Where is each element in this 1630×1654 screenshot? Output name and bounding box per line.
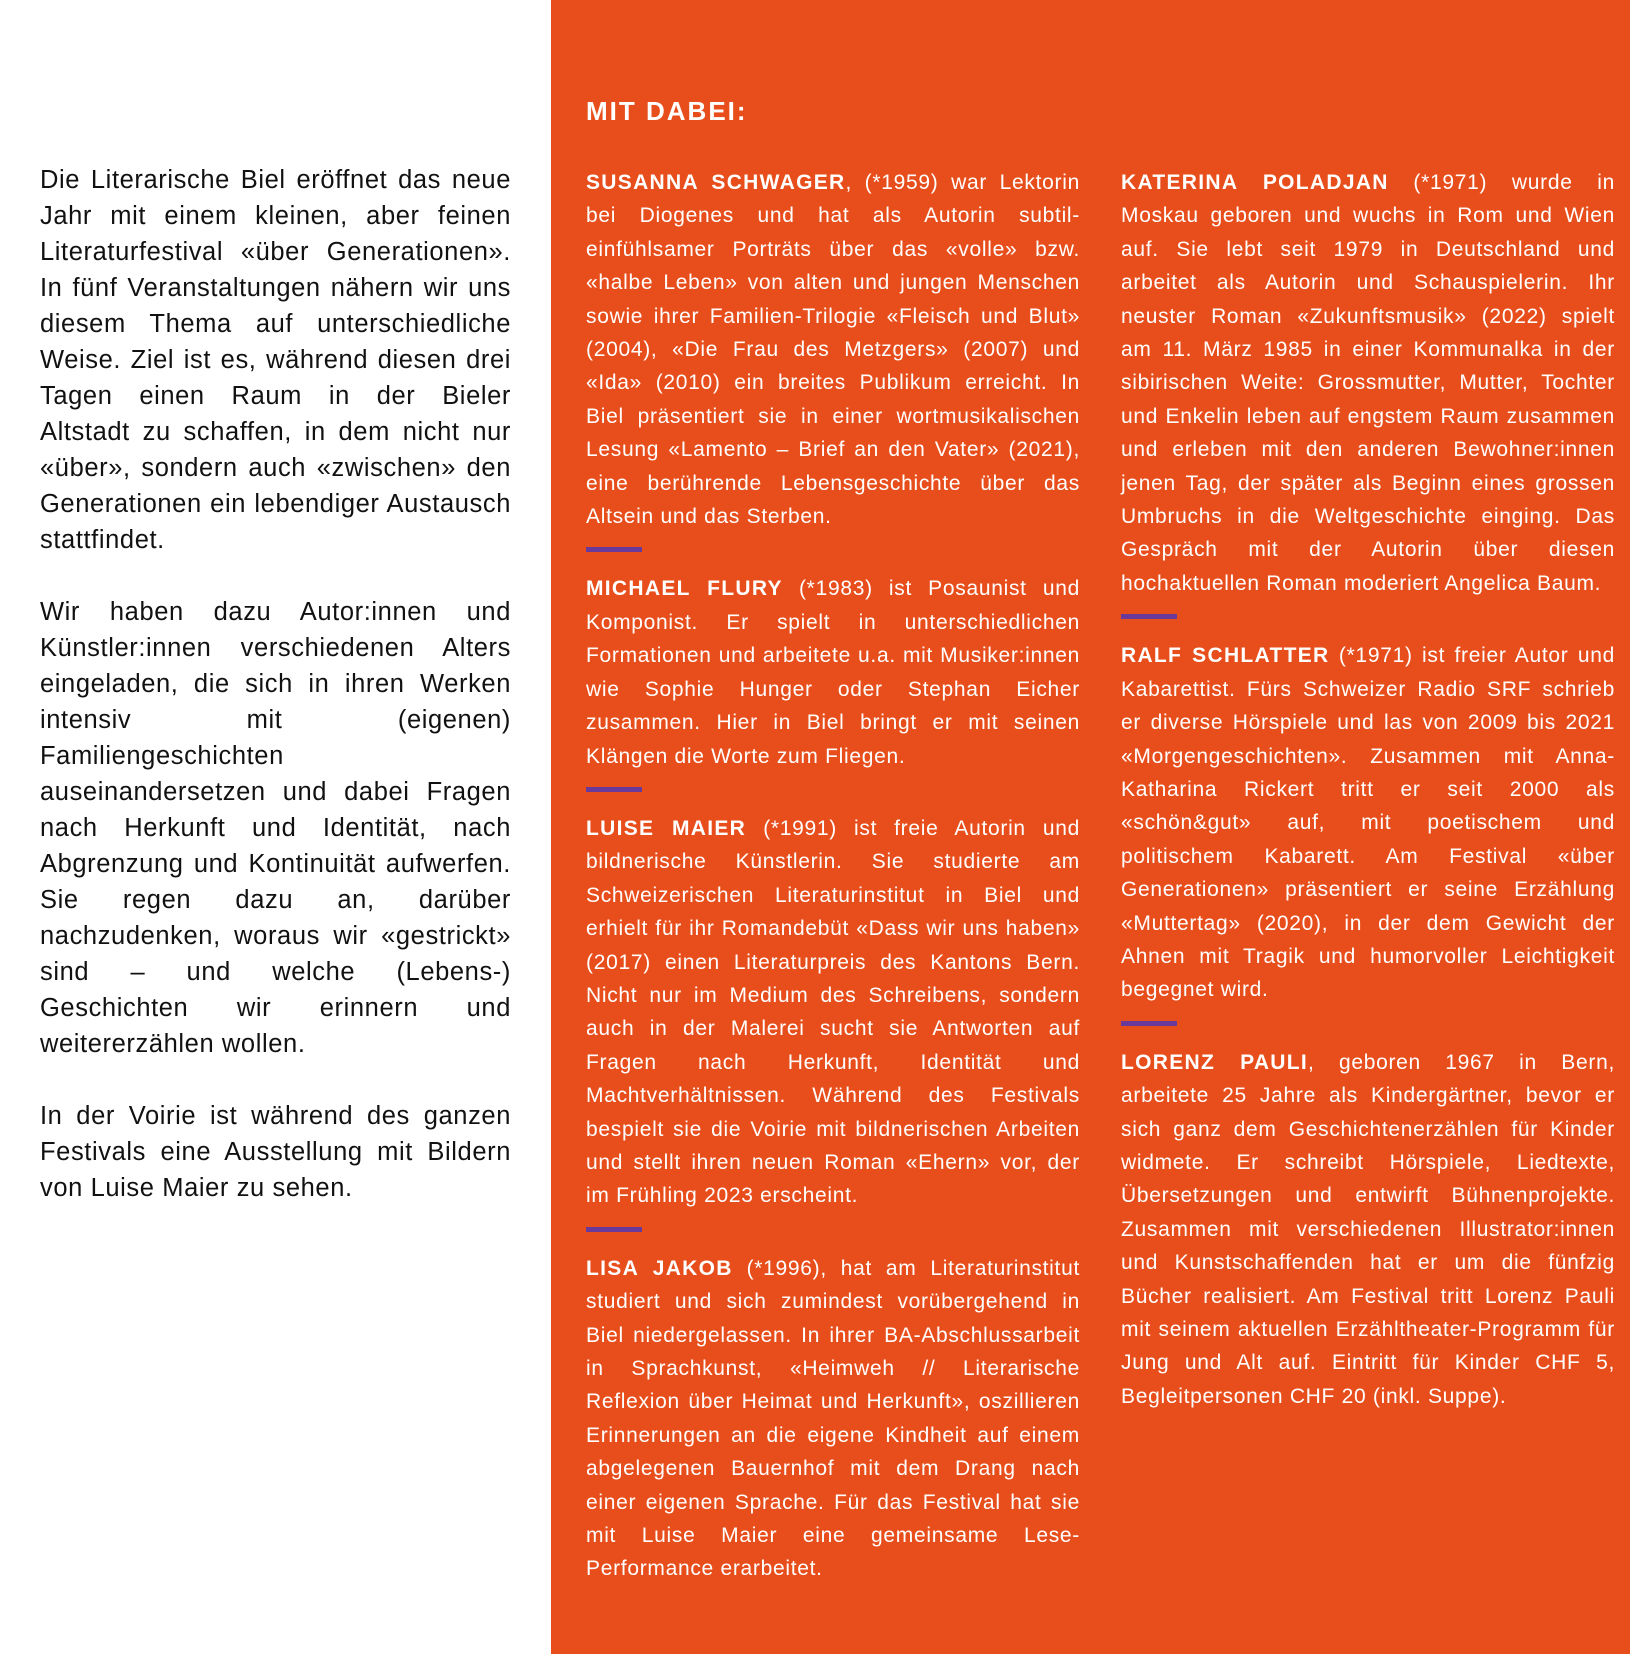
bio-michael-flury	[586, 572, 1080, 772]
bio-divider	[586, 787, 642, 792]
bio-column-left	[586, 166, 1080, 1586]
bio-name: LISA JAKOB	[586, 1256, 733, 1280]
intro-paragraph: In der Voirie ist während des ganzen Festivals eine Ausstellung mit Bildern von Luise Maier zu sehen.	[40, 1102, 511, 1202]
participants-panel	[551, 0, 1630, 1654]
bio-name: SUSANNA SCHWAGER	[586, 171, 846, 194]
bio-name: RALF SCHLATTER	[1121, 644, 1330, 668]
bio-divider	[1121, 614, 1177, 619]
bio-text: , (*1959) war Lektorin bei Diogenes und hat als Autorin subtil-einfühlsamer Porträts über das «volle» bzw. «halbe Leben» von alten und jungen Menschen sowie ihrer Familien-Trilogie «Fleisch und Blut» (2004), «Die Frau des Metzgers» (2007) und «Ida» (2010) ein breites Publikum erreicht. In Biel präsentiert sie in einer wortmusikalischen Lesung «Lamento – Brief an den Vater» (2021), eine berührende Lebensgeschichte über das Altsein und das Sterben.	[586, 171, 1080, 529]
intro-paragraph: Die Literarische Biel eröffnet das neue Jahr mit einem kleinen, aber feinen Literaturfestival «über Generationen». In fünf Veranstaltungen nähern wir uns diesem Thema auf unterschiedliche Weise. Ziel ist es, während diesen drei Tagen einen Raum in der Bieler Altstadt zu schaffen, in dem nicht nur «über», sondern auch «zwischen» den Generationen ein lebendiger Austausch stattfindet.	[40, 166, 511, 554]
bio-susanna-schwager	[586, 166, 1080, 533]
bio-katerina-poladjan	[1121, 166, 1615, 600]
bio-lorenz-pauli	[1121, 1046, 1615, 1413]
bio-divider	[586, 1227, 642, 1232]
bio-name: KATERINA POLADJAN	[1121, 171, 1389, 194]
bio-text: (*1996), hat am Literaturinstitut studiert und sich zumindest vorübergehend in Biel niedergelassen. In ihrer BA-Abschlussarbeit in Sprachkunst, «Heimweh // Literarische Reflexion über Heimat und Herkunft», oszillieren Erinnerungen an die eigene Kindheit auf einem abgelegenen Bauernhof mit dem Drang nach einer eigenen Sprache. Für das Festival hat sie mit Luise Maier eine gemeinsame Lese-Performance erarbeitet.	[586, 1256, 1080, 1581]
bio-ralf-schlatter	[1121, 639, 1615, 1006]
bio-name: MICHAEL FLURY	[586, 577, 783, 601]
bio-column-right	[1121, 166, 1615, 1413]
bio-name: LUISE MAIER	[586, 816, 747, 840]
intro-panel	[0, 0, 551, 1654]
bio-text: (*1991) ist freie Autorin und bildnerische Künstlerin. Sie studierte am Schweizerischen Literaturinstitut in Biel und erhielt für ihr Romandebüt «Dass wir uns haben» (2017) einen Literaturpreis des Kantons Bern. Nicht nur im Medium des Schreibens, sondern auch in der Malerei sucht sie Antworten auf Fragen nach Herkunft, Identität und Machtverhältnissen. Während des Festivals bespielt sie die Voirie mit bildnerischen Arbeiten und stellt ihren neuen Roman «Ehern» vor, der im Frühling 2023 erscheint.	[586, 816, 1080, 1208]
bio-text: (*1971) ist freier Autor und Kabarettist. Fürs Schweizer Radio SRF schrieb er diverse Hörspiele und las von 2009 bis 2021 «Morgengeschichten». Zusammen mit Anna-Katharina Rickert tritt er seit 2000 als «schön&gut» auf, mit poetischem und politischem Kabarett. Am Festival «über Generationen» präsentiert er seine Erzählung «Muttertag» (2020), in der dem Gewicht der Ahnen mit Tragik und humorvoller Leichtigkeit begegnet wird.	[1121, 644, 1616, 1002]
intro-paragraph: Wir haben dazu Autor:innen und Künstler:innen verschiedenen Alters eingeladen, die sich in ihren Werken intensiv mit (eigenen) Familiengeschichten auseinandersetzen und dabei Fragen nach Herkunft und Identität, nach Abgrenzung und Kontinuität aufwerfen. Sie regen dazu an, darüber nachzudenken, woraus wir «gestrickt» sind – und welche (Lebens-) Geschichten wir erinnern und weitererzählen wollen.	[40, 598, 511, 1058]
bio-text: (*1971) wurde in Moskau geboren und wuchs in Rom und Wien auf. Sie lebt seit 1979 in Deutschland und arbeitet als Autorin und Schauspielerin. Ihr neuster Roman «Zukunftsmusik» (2022) spielt am 11. März 1985 in einer Kommunalka in der sibirischen Weite: Grossmutter, Mutter, Tochter und Enkelin leben auf engstem Raum zusammen und erleben mit den anderen Bewohner:innen jenen Tag, der später als Beginn eines grossen Umbruchs in die Weltgeschichte einging. Das Gespräch mit der Autorin über diesen hochaktuellen Roman moderiert Angelica Baum.	[1121, 171, 1615, 595]
section-heading: MIT DABEI:	[586, 96, 748, 126]
bio-name: LORENZ PAULI	[1121, 1050, 1309, 1074]
bio-text: (*1983) ist Posaunist und Komponist. Er spielt in unterschiedlichen Formationen und arbeitete u.a. mit Musiker:innen wie Sophie Hunger oder Stephan Eicher zusammen. Hier in Biel bringt er mit seinen Klängen die Worte zum Fliegen.	[586, 577, 1080, 768]
intro-text	[40, 162, 511, 1242]
bio-luise-maier	[586, 812, 1080, 1213]
bio-divider	[1121, 1021, 1177, 1026]
bio-text: , geboren 1967 in Bern, arbeitete 25 Jahre als Kindergärtner, bevor er sich ganz dem Geschichtenerzählen für Kinder widmete. Er schreibt Hörspiele, Liedtexte, Übersetzungen und entwirft Bühnenprojekte. Zusammen mit verschiedenen Illustrator:innen und Kunstschaffenden hat er um die fünfzig Bücher realisiert. Am Festival tritt Lorenz Pauli mit seinem aktuellen Erzähltheater-Programm für Jung und Alt auf. Eintritt für Kinder CHF 5, Begleitpersonen CHF 20 (inkl. Suppe).	[1121, 1050, 1615, 1408]
bio-lisa-jakob	[586, 1252, 1080, 1586]
bio-divider	[586, 547, 642, 552]
